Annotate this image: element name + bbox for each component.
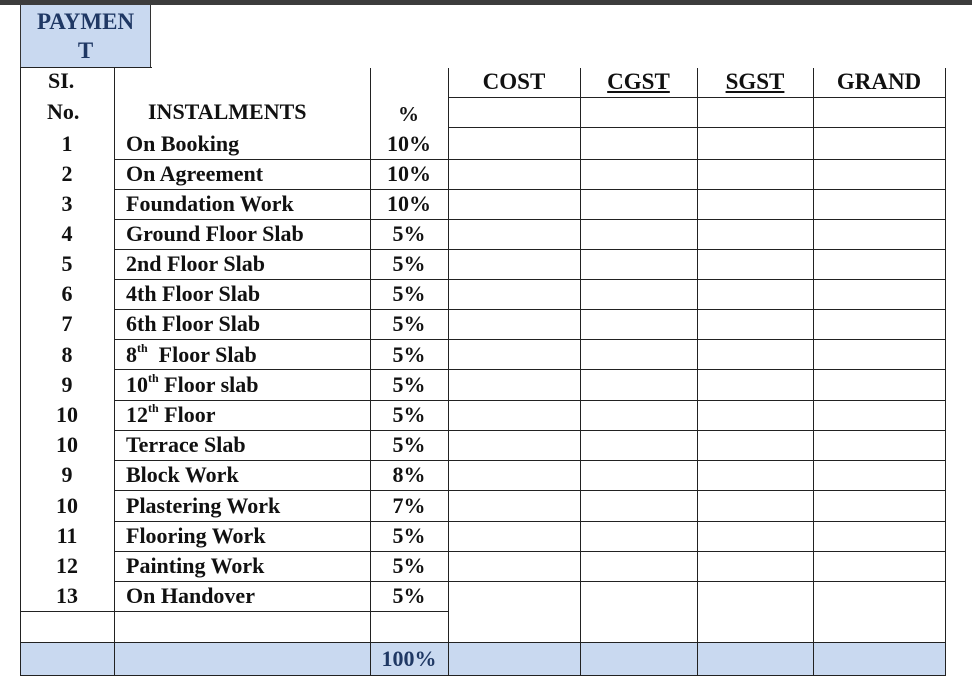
total-row [20,643,946,675]
row-percent: 5% [392,372,426,397]
row-sl: 7 [61,311,73,336]
row-percent: 5% [392,281,426,306]
row-percent: 5% [392,342,426,367]
row-percent: 10% [387,191,431,216]
row-instalment: 2nd Floor Slab [126,251,265,276]
row-instalment-text: Floor slab [164,372,259,397]
row-percent: 5% [392,553,426,578]
row-instalment: 4th Floor Slab [126,281,261,306]
row-sl: 9 [61,462,73,487]
row-percent: 8% [392,462,426,487]
row-instalment: On Booking [126,131,240,156]
row-instalment-number: 10 [126,372,148,397]
row-instalment: Flooring Work [126,523,266,548]
header-cost: COST [482,69,546,94]
row-instalment: Terrace Slab [126,432,246,457]
header-percent: % [398,102,419,126]
payment-title: PAYMENT [20,5,151,68]
row-percent: 5% [392,583,426,608]
row-instalment: Ground Floor Slab [126,221,304,246]
row-instalment-number: 8 [126,342,137,367]
row-sl: 5 [61,251,73,276]
header-sgst: SGST [725,69,785,94]
row-instalment: Foundation Work [126,191,294,216]
row-percent: 5% [392,311,426,336]
row-sl: 6 [61,281,73,306]
row-instalment: On Handover [126,583,255,608]
row-percent: 5% [392,402,426,427]
row-instalment-text: Floor [164,402,216,427]
row-percent: 10% [387,131,431,156]
row-percent: 5% [392,432,426,457]
row-instalment: Painting Work [126,553,265,578]
header-grand: GRAND [836,69,922,94]
row-percent: 5% [392,221,426,246]
row-sl: 2 [61,161,73,186]
row-instalment: On Agreement [126,161,264,186]
row-percent: 10% [387,161,431,186]
row-sl: 8 [61,342,73,367]
row-instalment-suffix: th [148,370,159,385]
header-instalments: INSTALMENTS [148,99,307,124]
header-cgst: CGST [607,69,670,94]
total-percent: 100% [381,646,437,671]
row-instalment [126,400,216,430]
row-sl: 10 [56,432,78,457]
row-sl: 9 [61,372,73,397]
row-sl: 3 [61,191,73,216]
row-sl: 4 [61,221,73,246]
row-sl: 1 [61,131,73,156]
row-instalment [126,340,257,370]
row-percent: 7% [392,493,426,518]
row-percent: 5% [392,523,426,548]
row-sl: 10 [56,493,78,518]
header-sl-line1: SI. [48,68,75,93]
row-instalment: Block Work [126,462,239,487]
header-sl-line2: No. [47,99,80,124]
row-sl: 12 [56,553,78,578]
row-instalment-number: 12 [126,402,148,427]
row-instalment-text: Floor Slab [158,342,257,367]
row-sl: 10 [56,402,78,427]
row-instalment-suffix: th [137,340,148,355]
row-percent: 5% [392,251,426,276]
row-instalment: 6th Floor Slab [126,311,261,336]
row-instalment-suffix: th [148,400,159,415]
row-sl: 13 [56,583,78,608]
row-instalment: Plastering Work [126,493,281,518]
row-instalment [126,370,259,400]
row-sl: 11 [56,523,78,548]
